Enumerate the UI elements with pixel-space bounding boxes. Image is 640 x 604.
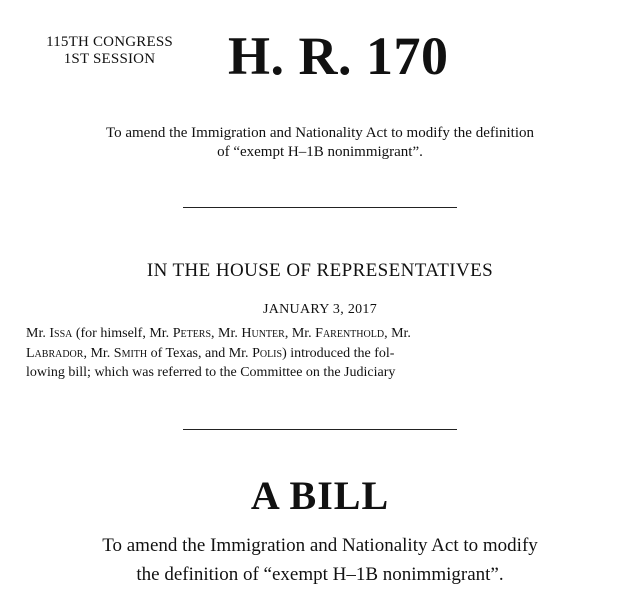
chamber-heading: IN THE HOUSE OF REPRESENTATIVES	[146, 260, 494, 281]
cosponsor-farenthold: Farenthold	[315, 326, 385, 341]
sponsors-line-3: lowing bill; which was referred to the Committee on the Judiciary	[26, 365, 396, 380]
congress-label: 115TH CONGRESS	[46, 34, 173, 50]
session-label: 1ST SESSION	[63, 51, 156, 67]
a-bill-title: A BILL	[250, 473, 390, 518]
short-purpose	[40, 124, 600, 162]
short-purpose-line-2: of “exempt H–1B nonimmigrant”.	[217, 144, 423, 160]
cosponsor-hunter: Hunter	[241, 326, 285, 341]
full-purpose	[20, 531, 620, 589]
sponsors-line-2	[26, 344, 616, 364]
cosponsor-peters: Peters	[172, 326, 212, 341]
cosponsor-labrador: Labrador	[26, 345, 84, 361]
sponsor-text: of Texas, and Mr.	[147, 345, 253, 361]
sponsor-text: , Mr.	[284, 326, 316, 341]
cosponsor-polis: Polis	[252, 345, 283, 361]
full-purpose-line-2: the definition of “exempt H–1B nonimmigrant”.	[136, 564, 504, 585]
sponsor-text: , Mr.	[384, 326, 411, 341]
short-purpose-line-1: To amend the Immigration and Nationality Act to modify the definition	[105, 125, 535, 141]
sponsors-line-1	[26, 324, 616, 344]
introduction-date: JANUARY 3, 2017	[262, 302, 378, 317]
sponsor-text: ) introduced the fol-	[282, 345, 395, 361]
cosponsor-smith: Smith	[113, 345, 148, 361]
sponsor-text: , Mr.	[83, 345, 114, 361]
sponsor-issa: Issa	[49, 326, 73, 341]
sponsor-title: Mr.	[26, 326, 50, 341]
congress-session-block	[22, 34, 197, 68]
sponsors-statement	[26, 324, 616, 383]
sponsor-text: (for himself, Mr.	[72, 326, 173, 341]
bill-number: H. R. 170	[228, 26, 449, 86]
divider-bottom	[183, 429, 457, 430]
full-purpose-line-1: To amend the Immigration and Nationality Act to modify	[102, 535, 538, 556]
divider-top	[183, 207, 457, 208]
sponsor-text: , Mr.	[211, 326, 242, 341]
